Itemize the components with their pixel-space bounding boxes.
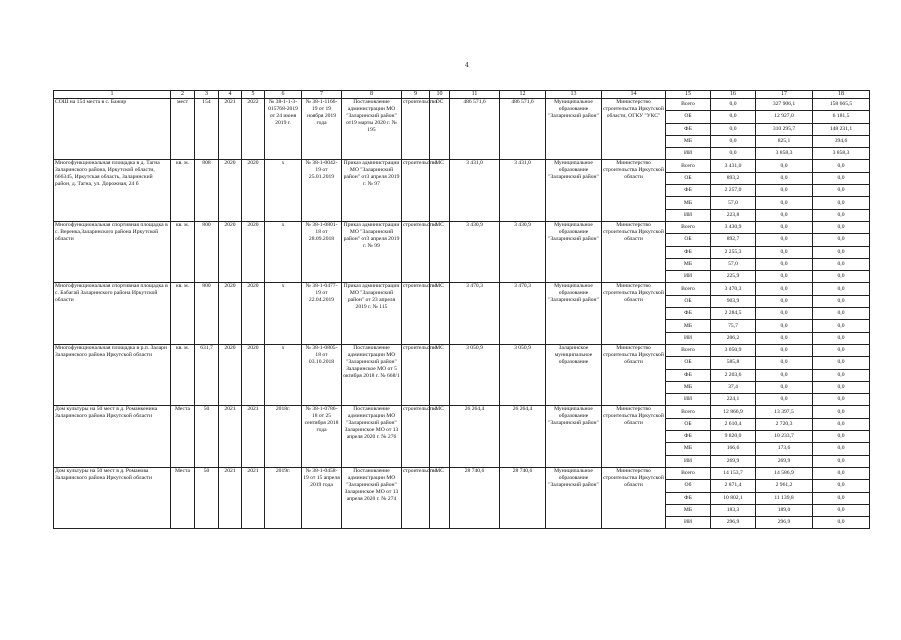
amount-col17: 0,0 bbox=[756, 308, 813, 320]
amount-col16: 585,8 bbox=[711, 357, 756, 369]
municipality: Муниципальное образование "Заларинский район" bbox=[546, 99, 602, 160]
column-number: 13 bbox=[546, 91, 602, 99]
object-name: Многофункциональная спортивная площадка в с. Бабагай Заларинского района Иркутской области bbox=[54, 283, 171, 344]
start-year: 2020 bbox=[219, 221, 242, 282]
amount-col18: 0,0 bbox=[813, 492, 870, 504]
amount-col17: 0,0 bbox=[756, 381, 813, 393]
column-number: 6 bbox=[265, 91, 302, 99]
amount-col16: 2 203,6 bbox=[711, 369, 756, 381]
object-name: Многофункциональная спортивная площадка в с. Веренка,Заларинского района Иркутской области bbox=[54, 221, 171, 282]
funding-source: ИИ bbox=[666, 455, 711, 467]
amount-col17: 14 586,9 bbox=[756, 467, 813, 479]
amount-col18: 0,0 bbox=[813, 320, 870, 332]
expertise-conclusion: № 38-1-0477-19 от 22.04.2019 bbox=[302, 283, 342, 344]
amount-col17: 0,0 bbox=[756, 246, 813, 258]
amount-col18: 0,0 bbox=[813, 197, 870, 209]
amount-col17: 2 961,2 bbox=[756, 480, 813, 492]
remaining-cost: 28 740,6 bbox=[500, 467, 546, 528]
approval-document: Постановление администрации МО "Заларинский район" Заларинское МО от 13 апреля 2020 г. № 274 bbox=[342, 467, 402, 528]
approval-document: Приказ администрации МО "Заларинский район" от3 апреля 2019 г. № 97 bbox=[342, 160, 402, 221]
ownership-form: ОС bbox=[430, 99, 450, 160]
design-documentation: 2018г. bbox=[265, 406, 302, 467]
expertise-conclusion: № 38-1-0786-18 от 25 сентября 2018 года bbox=[302, 406, 342, 467]
amount-col18: 6 181,5 bbox=[813, 111, 870, 123]
amount-col16: 0,0 bbox=[711, 135, 756, 147]
amount-col18: 394,6 bbox=[813, 135, 870, 147]
column-number: 16 bbox=[711, 91, 756, 99]
approval-document: Приказ администрации МО "Заларинский район" от3 апреля 2019 г. № 99 bbox=[342, 221, 402, 282]
amount-col17: 0,0 bbox=[756, 160, 813, 172]
estimated-cost: 26 264,4 bbox=[450, 406, 500, 467]
design-documentation: х bbox=[265, 221, 302, 282]
design-documentation: 2019г. bbox=[265, 467, 302, 528]
design-documentation: х bbox=[265, 160, 302, 221]
funding-source: Всего bbox=[666, 467, 711, 479]
amount-col17: 296,9 bbox=[756, 517, 813, 529]
amount-col18: 0,0 bbox=[813, 160, 870, 172]
column-number: 12 bbox=[500, 91, 546, 99]
funding-source: Всего bbox=[666, 221, 711, 233]
amount-col18: 0,0 bbox=[813, 357, 870, 369]
ownership-form: МС bbox=[430, 406, 450, 467]
amount-col18: 0,0 bbox=[813, 406, 870, 418]
amount-col18: 3 858,3 bbox=[813, 148, 870, 160]
amount-col16: 225,9 bbox=[711, 271, 756, 283]
amount-col16: 296,9 bbox=[711, 517, 756, 529]
funding-source: Всего bbox=[666, 406, 711, 418]
amount-col16: 57,0 bbox=[711, 197, 756, 209]
amount-col17: 0,0 bbox=[756, 221, 813, 233]
funding-source: ОБ bbox=[666, 111, 711, 123]
amount-col18: 0,0 bbox=[813, 480, 870, 492]
responsible-executor: Министерство строительства Иркутской области bbox=[602, 467, 666, 528]
work-type: строительство bbox=[402, 283, 430, 344]
amount-col16: 3 050,9 bbox=[711, 344, 756, 356]
amount-col16: 2 610,4 bbox=[711, 418, 756, 430]
amount-col18: 0,0 bbox=[813, 381, 870, 393]
amount-col17: 0,0 bbox=[756, 369, 813, 381]
estimated-cost: 28 740,6 bbox=[450, 467, 500, 528]
responsible-executor: Министерство строительства Иркутской области bbox=[602, 160, 666, 221]
capacity: 808 bbox=[195, 160, 219, 221]
unit-of-measure: кв. м. bbox=[171, 221, 195, 282]
amount-col17: 327 906,1 bbox=[756, 99, 813, 111]
amount-col16: 14 153,7 bbox=[711, 467, 756, 479]
amount-col18: 0,0 bbox=[813, 308, 870, 320]
funding-source: ОБ bbox=[666, 357, 711, 369]
column-number: 8 bbox=[342, 91, 402, 99]
amount-col17: 0,0 bbox=[756, 209, 813, 221]
funding-source: Об bbox=[666, 480, 711, 492]
funding-source: ОБ bbox=[666, 234, 711, 246]
end-year: 2022 bbox=[242, 99, 265, 160]
amount-col17: 0,0 bbox=[756, 234, 813, 246]
object-name: Многофункциональная площадка в р.п. Залари Заларинского района Иркутской области bbox=[54, 344, 171, 405]
column-number: 4 bbox=[219, 91, 242, 99]
expertise-conclusion: № 38-1-0042-19 от 25.01.2019 bbox=[302, 160, 342, 221]
design-documentation: х bbox=[265, 344, 302, 405]
work-type: строительство bbox=[402, 344, 430, 405]
amount-col18: 0,0 bbox=[813, 172, 870, 184]
municipality: Муниципальное образование "Заларинский район" bbox=[546, 406, 602, 467]
funding-source: МБ bbox=[666, 320, 711, 332]
remaining-cost: 3 470,3 bbox=[500, 283, 546, 344]
funding-source: ОБ bbox=[666, 418, 711, 430]
funding-source: Всего bbox=[666, 99, 711, 111]
amount-col16: 3 470,3 bbox=[711, 283, 756, 295]
amount-col18: 0,0 bbox=[813, 185, 870, 197]
municipality: Муниципальное образование "Заларинский район" bbox=[546, 283, 602, 344]
start-year: 2020 bbox=[219, 344, 242, 405]
amount-col16: 0,0 bbox=[711, 99, 756, 111]
amount-col16: 2 284,5 bbox=[711, 308, 756, 320]
funding-source: Всего bbox=[666, 160, 711, 172]
responsible-executor: Министерство строительства Иркутской области bbox=[602, 344, 666, 405]
amount-col18: 148 231,1 bbox=[813, 123, 870, 135]
remaining-cost: 486 571,6 bbox=[500, 99, 546, 160]
amount-col16: 9 820,0 bbox=[711, 431, 756, 443]
amount-col18: 0,0 bbox=[813, 234, 870, 246]
funding-source: ФБ bbox=[666, 431, 711, 443]
amount-col17: 0,0 bbox=[756, 172, 813, 184]
responsible-executor: Министерство строительства Иркутской области, ОГКУ "УКС" bbox=[602, 99, 666, 160]
column-number: 15 bbox=[666, 91, 711, 99]
estimated-cost: 3 430,9 bbox=[450, 221, 500, 282]
column-number: 5 bbox=[242, 91, 265, 99]
column-number: 3 bbox=[195, 91, 219, 99]
estimated-cost: 486 571,6 bbox=[450, 99, 500, 160]
amount-col17: 0,0 bbox=[756, 271, 813, 283]
capacity: 800 bbox=[195, 221, 219, 282]
unit-of-measure: кв. м. bbox=[171, 283, 195, 344]
amount-col16: 57,0 bbox=[711, 258, 756, 270]
capacity: 800 bbox=[195, 283, 219, 344]
amount-col18: 0,0 bbox=[813, 283, 870, 295]
work-type: строительство bbox=[402, 406, 430, 467]
amount-col16: 37,4 bbox=[711, 381, 756, 393]
funding-source: ФБ bbox=[666, 492, 711, 504]
column-number: 18 bbox=[813, 91, 870, 99]
municipality: Муниципальное образование "Заларинский район" bbox=[546, 160, 602, 221]
end-year: 2021 bbox=[242, 467, 265, 528]
amount-col17: 12 927,0 bbox=[756, 111, 813, 123]
funding-source: ИИ bbox=[666, 209, 711, 221]
amount-col18: 158 665,5 bbox=[813, 99, 870, 111]
unit-of-measure: Места bbox=[171, 406, 195, 467]
capacity: 50 bbox=[195, 467, 219, 528]
amount-col16: 166,6 bbox=[711, 443, 756, 455]
funding-source: МБ bbox=[666, 258, 711, 270]
amount-col18: 0,0 bbox=[813, 517, 870, 529]
table-row bbox=[54, 283, 870, 295]
work-type: строительство bbox=[402, 221, 430, 282]
column-number: 11 bbox=[450, 91, 500, 99]
ownership-form: МС bbox=[430, 344, 450, 405]
amount-col18: 0,0 bbox=[813, 332, 870, 344]
funding-source: ИИ bbox=[666, 332, 711, 344]
amount-col16: 3 431,0 bbox=[711, 160, 756, 172]
amount-col17: 0,0 bbox=[756, 258, 813, 270]
unit-of-measure: кв. м. bbox=[171, 344, 195, 405]
start-year: 2021 bbox=[219, 467, 242, 528]
capacity: 50 bbox=[195, 406, 219, 467]
amount-col16: 223,8 bbox=[711, 209, 756, 221]
amount-col17: 0,0 bbox=[756, 295, 813, 307]
amount-col17: 0,0 bbox=[756, 197, 813, 209]
expertise-conclusion: № 38-1-0801-18 от 28.09.2018 bbox=[302, 221, 342, 282]
amount-col18: 0,0 bbox=[813, 344, 870, 356]
amount-col18: 0,0 bbox=[813, 221, 870, 233]
amount-col16: 183,3 bbox=[711, 504, 756, 516]
amount-col17: 0,0 bbox=[756, 332, 813, 344]
amount-col16: 0,0 bbox=[711, 123, 756, 135]
expertise-conclusion: № 38-1-0805-18 от 03.10.2018 bbox=[302, 344, 342, 405]
ownership-form: МС bbox=[430, 283, 450, 344]
amount-col18: 0,0 bbox=[813, 418, 870, 430]
amount-col16: 2 257,0 bbox=[711, 185, 756, 197]
amount-col18: 0,0 bbox=[813, 504, 870, 516]
table-row bbox=[54, 99, 870, 111]
work-type: строительство bbox=[402, 99, 430, 160]
page-number: 4 bbox=[465, 62, 469, 69]
object-name: Дом культуры на 50 мест в д. Романова Заларинского района Иркутской области bbox=[54, 467, 171, 528]
remaining-cost: 3 430,9 bbox=[500, 221, 546, 282]
amount-col16: 892,7 bbox=[711, 234, 756, 246]
object-name: СОШ на 154 места в с. Бажир bbox=[54, 99, 171, 160]
end-year: 2020 bbox=[242, 160, 265, 221]
expertise-conclusion: № 38-1-0458-19 от 15 апреля 2019 года bbox=[302, 467, 342, 528]
work-type: строительство bbox=[402, 467, 430, 528]
remaining-cost: 3 431,0 bbox=[500, 160, 546, 221]
amount-col18: 0,0 bbox=[813, 394, 870, 406]
amount-col17: 3 858,3 bbox=[756, 148, 813, 160]
unit-of-measure: кв. м. bbox=[171, 160, 195, 221]
estimated-cost: 3 431,0 bbox=[450, 160, 500, 221]
funding-source: ИИ bbox=[666, 394, 711, 406]
ownership-form: МС bbox=[430, 221, 450, 282]
amount-col16: 10 802,1 bbox=[711, 492, 756, 504]
approval-document: Постановление администрации МО "Заларинский район" Заларинское МО от 5 октября 2018 г. № 668/1 bbox=[342, 344, 402, 405]
amount-col16: 2 871,4 bbox=[711, 480, 756, 492]
ownership-form: МС bbox=[430, 467, 450, 528]
column-number: 7 bbox=[302, 91, 342, 99]
funding-source: ОБ bbox=[666, 172, 711, 184]
column-number-row bbox=[54, 91, 870, 99]
amount-col17: 0,0 bbox=[756, 283, 813, 295]
start-year: 2021 bbox=[219, 406, 242, 467]
remaining-cost: 3 050,9 bbox=[500, 344, 546, 405]
funding-source: Всего bbox=[666, 283, 711, 295]
amount-col16: 903,9 bbox=[711, 295, 756, 307]
start-year: 2020 bbox=[219, 283, 242, 344]
ownership-form: МС bbox=[430, 160, 450, 221]
start-year: 2020 bbox=[219, 160, 242, 221]
column-number: 1 bbox=[54, 91, 171, 99]
capacity: 631,7 bbox=[195, 344, 219, 405]
table-row bbox=[54, 221, 870, 233]
funding-source: ИИ bbox=[666, 148, 711, 160]
municipality: Муниципальное образование "Заларинский район" bbox=[546, 467, 602, 528]
capacity: 154 bbox=[195, 99, 219, 160]
funding-source: ФБ bbox=[666, 308, 711, 320]
amount-col16: 12 866,9 bbox=[711, 406, 756, 418]
end-year: 2021 bbox=[242, 406, 265, 467]
amount-col17: 173,6 bbox=[756, 443, 813, 455]
amount-col18: 0,0 bbox=[813, 209, 870, 221]
funding-source: ИИ bbox=[666, 271, 711, 283]
amount-col17: 825,1 bbox=[756, 135, 813, 147]
object-name: Дом культуры на 50 мест в д. Романкенина Заларинского района Иркутской области bbox=[54, 406, 171, 467]
amount-col17: 310 295,7 bbox=[756, 123, 813, 135]
amount-col16: 3 430,9 bbox=[711, 221, 756, 233]
amount-col17: 0,0 bbox=[756, 185, 813, 197]
amount-col17: 10 233,7 bbox=[756, 431, 813, 443]
end-year: 2020 bbox=[242, 344, 265, 405]
funding-source: МБ bbox=[666, 504, 711, 516]
amount-col17: 13 397,5 bbox=[756, 406, 813, 418]
funding-source: МБ bbox=[666, 197, 711, 209]
amount-col16: 0,0 bbox=[711, 148, 756, 160]
table-row bbox=[54, 406, 870, 418]
amount-col18: 0,0 bbox=[813, 295, 870, 307]
amount-col17: 0,0 bbox=[756, 357, 813, 369]
funding-source: ИИ bbox=[666, 517, 711, 529]
amount-col17: 2 720,3 bbox=[756, 418, 813, 430]
unit-of-measure: мест bbox=[171, 99, 195, 160]
amount-col18: 0,0 bbox=[813, 246, 870, 258]
column-number: 2 bbox=[171, 91, 195, 99]
amount-col18: 0,0 bbox=[813, 467, 870, 479]
funding-source: ФБ bbox=[666, 369, 711, 381]
funding-source: ФБ bbox=[666, 185, 711, 197]
unit-of-measure: Места bbox=[171, 467, 195, 528]
remaining-cost: 26 264,4 bbox=[500, 406, 546, 467]
responsible-executor: Министерство строительства Иркутской области bbox=[602, 283, 666, 344]
end-year: 2020 bbox=[242, 283, 265, 344]
table-row bbox=[54, 344, 870, 356]
work-type: строительство bbox=[402, 160, 430, 221]
estimated-cost: 3 050,9 bbox=[450, 344, 500, 405]
amount-col17: 11 139,8 bbox=[756, 492, 813, 504]
amount-col16: 269,9 bbox=[711, 455, 756, 467]
responsible-executor: Министерство строительства Иркутской области bbox=[602, 221, 666, 282]
amount-col17: 269,9 bbox=[756, 455, 813, 467]
amount-col18: 0,0 bbox=[813, 271, 870, 283]
amount-col18: 0,0 bbox=[813, 431, 870, 443]
table-row bbox=[54, 160, 870, 172]
amount-col18: 0,0 bbox=[813, 443, 870, 455]
amount-col16: 0,0 bbox=[711, 111, 756, 123]
amount-col16: 224,1 bbox=[711, 394, 756, 406]
responsible-executor: Министерство строительства Иркутской области bbox=[602, 406, 666, 467]
funding-source: ФБ bbox=[666, 246, 711, 258]
expertise-conclusion: № 38-1-1166-19 от 19 ноября 2019 года bbox=[302, 99, 342, 160]
start-year: 2021 bbox=[219, 99, 242, 160]
amount-col18: 0,0 bbox=[813, 369, 870, 381]
funding-source: МБ bbox=[666, 443, 711, 455]
design-documentation: х bbox=[265, 283, 302, 344]
investment-objects-table bbox=[53, 90, 870, 529]
funding-source: ОБ bbox=[666, 295, 711, 307]
funding-source: МБ bbox=[666, 381, 711, 393]
amount-col17: 0,0 bbox=[756, 320, 813, 332]
amount-col16: 2 255,3 bbox=[711, 246, 756, 258]
amount-col17: 0,0 bbox=[756, 344, 813, 356]
municipality: Заларинское муниципальное образование bbox=[546, 344, 602, 405]
approval-document: Постановление администрации МО "Заларинский район" от19 марты 2020 г. № 195 bbox=[342, 99, 402, 160]
estimated-cost: 3 470,3 bbox=[450, 283, 500, 344]
table-row bbox=[54, 467, 870, 479]
amount-col16: 75,7 bbox=[711, 320, 756, 332]
municipality: Муниципальное образование "Заларинский район" bbox=[546, 221, 602, 282]
funding-source: ФБ bbox=[666, 123, 711, 135]
amount-col16: 893,2 bbox=[711, 172, 756, 184]
amount-col18: 0,0 bbox=[813, 455, 870, 467]
design-documentation: № 38-1-1-3-015768-2019 от 24 июня 2019 г. bbox=[265, 99, 302, 160]
funding-source: Всего bbox=[666, 344, 711, 356]
column-number: 10 bbox=[430, 91, 450, 99]
funding-source: МБ bbox=[666, 135, 711, 147]
approval-document: Постановление администрации МО "Заларинский район" Заларинское МО от 13 апреля 2020 г. № 276 bbox=[342, 406, 402, 467]
column-number: 9 bbox=[402, 91, 430, 99]
amount-col16: 206,2 bbox=[711, 332, 756, 344]
object-name: Многофункциональная площадка в д. Тагна Заларинского района, Иркутской области, 666345, Иркутская область, Заларинский район, д. Тагна, ул. Дорожная, 24 б bbox=[54, 160, 171, 221]
end-year: 2020 bbox=[242, 221, 265, 282]
amount-col17: 189,0 bbox=[756, 504, 813, 516]
amount-col18: 0,0 bbox=[813, 258, 870, 270]
amount-col17: 0,0 bbox=[756, 394, 813, 406]
column-number: 14 bbox=[602, 91, 666, 99]
approval-document: Приказ администрации МО "Заларинский район" от 23 апреля 2019 г. № 115 bbox=[342, 283, 402, 344]
column-number: 17 bbox=[756, 91, 813, 99]
